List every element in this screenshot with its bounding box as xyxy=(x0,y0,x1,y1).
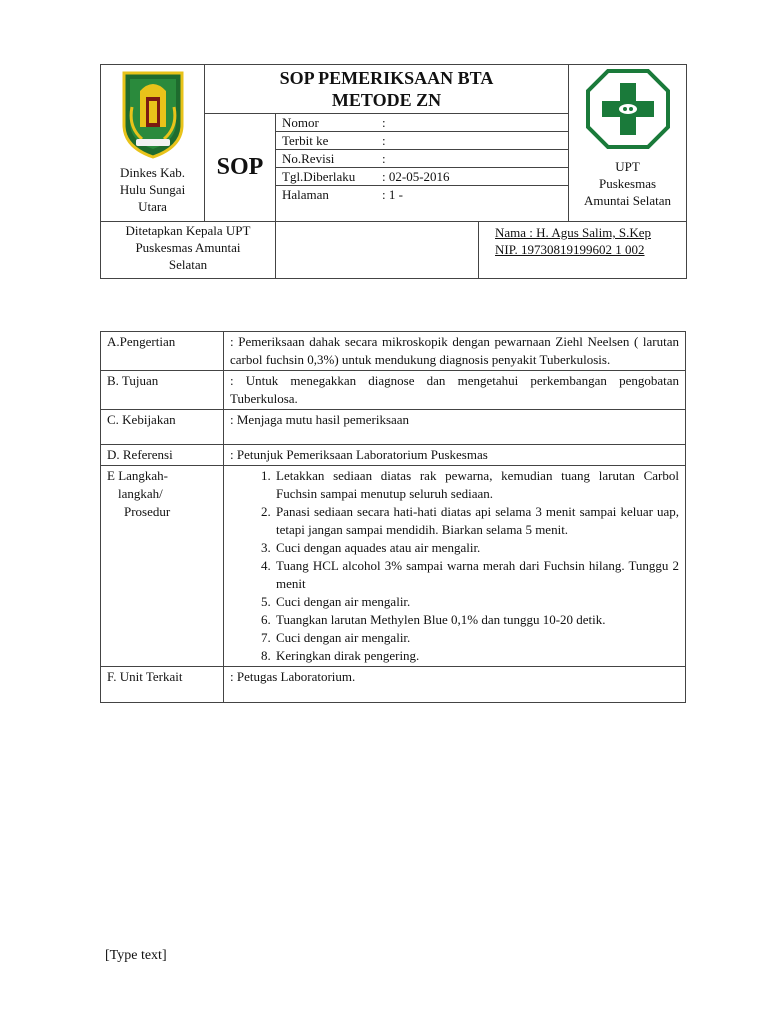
section-label: A.Pengertian xyxy=(101,332,224,371)
meta-value: : xyxy=(382,132,568,150)
ditetapkan-line: Ditetapkan Kepala UPT xyxy=(125,223,251,238)
meta-value: : 02-05-2016 xyxy=(382,168,568,186)
row-referensi xyxy=(101,445,686,466)
label-line: langkah/ xyxy=(118,486,163,501)
meta-row-halaman xyxy=(276,186,568,204)
signatory-name: Nama : H. Agus Salim, S.Kep xyxy=(495,225,651,240)
sop-label: SOP xyxy=(205,114,276,222)
document-meta xyxy=(276,114,569,222)
title-line-2: METODE ZN xyxy=(331,90,442,110)
signatory-nip: NIP. 19730819199602 1 002 xyxy=(495,242,645,257)
section-text: : Menjaga mutu hasil pemeriksaan xyxy=(224,410,686,445)
meta-row-nomor xyxy=(276,114,568,132)
meta-row-revisi xyxy=(276,150,568,168)
signatory-cell xyxy=(479,222,687,279)
section-text: : Pemeriksaan dahak secara mikroskopik dengan pewarnaan Ziehl Neelsen ( larutan carbol fuchsin 0,3%) untuk mendukung diagnosis penyakit Tuberkulosis. xyxy=(224,332,686,371)
step-item: 6. Tuangkan larutan Methylen Blue 0,1% dan tunggu 10-20 detik. xyxy=(274,611,679,629)
meta-label: Nomor xyxy=(276,114,382,132)
caption-line: Utara xyxy=(138,199,167,214)
meta-label: Halaman xyxy=(282,187,329,202)
caption-line: Hulu Sungai xyxy=(119,182,186,197)
step-item: 1. Letakkan sediaan diatas rak pewarna, kemudian tuang larutan Carbol Fuchsin sampai menutup seluruh sediaan. xyxy=(274,467,679,503)
document-title xyxy=(205,65,569,114)
title-line-1: SOP PEMERIKSAAN BTA xyxy=(279,68,494,88)
step-item: 3. Cuci dengan aquades atau air mengalir. xyxy=(274,539,679,557)
row-tujuan xyxy=(101,371,686,410)
meta-value: : xyxy=(382,114,568,132)
label-line: E Langkah- xyxy=(107,468,169,483)
district-caption xyxy=(101,164,204,215)
section-label: B. Tujuan xyxy=(101,371,224,410)
section-label: D. Referensi xyxy=(101,445,224,466)
puskesmas-caption xyxy=(569,158,686,209)
puskesmas-logo-cell xyxy=(569,65,687,222)
caption-line: Puskesmas xyxy=(598,176,657,191)
row-langkah xyxy=(101,466,686,667)
footer-placeholder-text: [Type text] xyxy=(105,948,167,963)
district-emblem-icon xyxy=(118,67,188,159)
section-label: C. Kebijakan xyxy=(101,410,224,445)
section-text: : Petunjuk Pemeriksaan Laboratorium Puskesmas xyxy=(224,445,686,466)
step-item: 2. Panasi sediaan secara hati-hati diatas api selama 3 menit sampai keluar uap, tetapi jangan sampai mendidih. Biarkan selama 5 menit. xyxy=(274,503,679,539)
procedure-steps xyxy=(224,466,686,667)
steps-list xyxy=(230,467,679,665)
meta-value: : xyxy=(382,150,568,168)
row-kebijakan xyxy=(101,410,686,445)
signature-space xyxy=(276,222,479,279)
step-item: 5. Cuci dengan air mengalir. xyxy=(274,593,679,611)
meta-value: : 1 - xyxy=(382,187,403,202)
meta-label: Tgl.Diberlaku xyxy=(276,168,382,186)
ditetapkan-cell xyxy=(101,222,276,279)
ditetapkan-line: Selatan xyxy=(168,257,208,272)
section-text: : Petugas Laboratorium. xyxy=(224,667,686,703)
district-logo-cell xyxy=(101,65,205,222)
caption-line: Amuntai Selatan xyxy=(584,193,672,208)
step-item: 7. Cuci dengan air mengalir. xyxy=(274,629,679,647)
sop-header-table xyxy=(100,64,687,279)
ditetapkan-line: Puskesmas Amuntai xyxy=(135,240,241,255)
puskesmas-logo-icon xyxy=(586,69,670,149)
label-line: Prosedur xyxy=(124,504,171,519)
meta-row-tanggal xyxy=(276,168,568,186)
caption-line: UPT xyxy=(615,159,640,174)
step-item: 8. Keringkan dirak pengering. xyxy=(274,647,679,665)
meta-label: No.Revisi xyxy=(276,150,382,168)
caption-line: Dinkes Kab. xyxy=(120,165,185,180)
step-item: 4. Tuang HCL alcohol 3% sampai warna merah dari Fuchsin hilang. Tunggu 2 menit xyxy=(274,557,679,593)
meta-label: Terbit ke xyxy=(276,132,382,150)
section-text: : Untuk menegakkan diagnose dan mengetahui perkembangan pengobatan Tuberkulosa. xyxy=(224,371,686,410)
section-label: F. Unit Terkait xyxy=(101,667,224,703)
meta-row-terbit xyxy=(276,132,568,150)
sop-content-table xyxy=(100,331,686,703)
row-pengertian xyxy=(101,332,686,371)
row-unit-terkait xyxy=(101,667,686,703)
section-label xyxy=(101,466,224,667)
